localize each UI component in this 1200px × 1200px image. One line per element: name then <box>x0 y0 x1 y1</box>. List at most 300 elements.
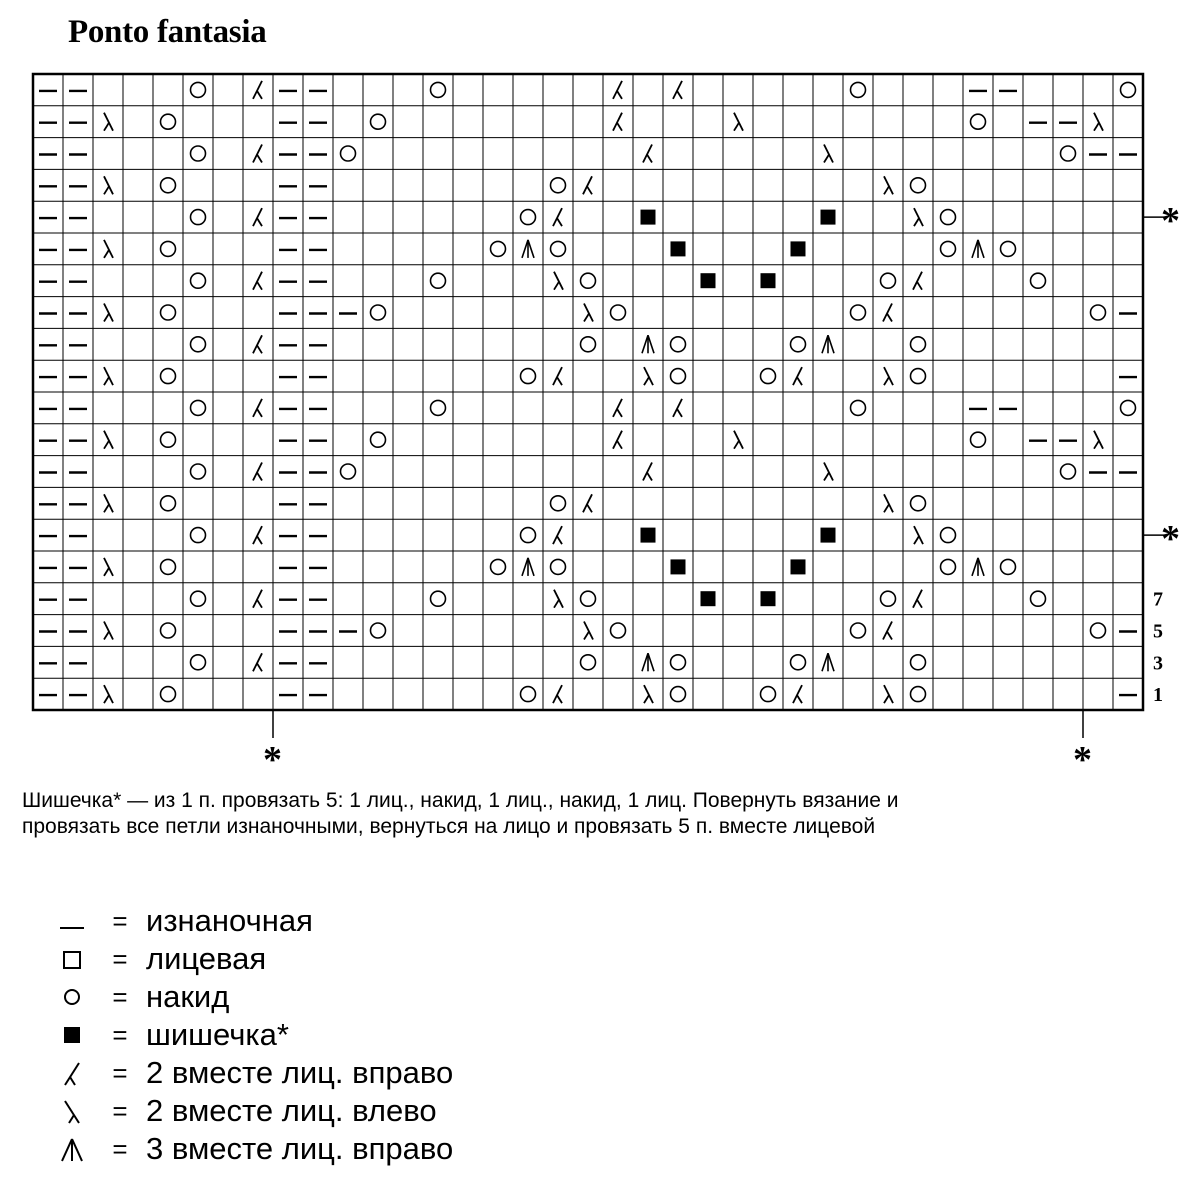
legend-equals: = <box>112 1095 128 1126</box>
chart-cell <box>161 305 176 320</box>
chart-cell <box>793 685 802 703</box>
chart-cell <box>191 82 206 97</box>
chart-cell <box>191 337 206 352</box>
yarn-over-mark <box>971 114 986 129</box>
chart-cell <box>191 273 206 288</box>
chart-cell <box>641 528 656 543</box>
chart-cell <box>761 273 776 288</box>
chart-cell <box>821 528 836 543</box>
chart-cell <box>161 559 176 574</box>
chart-cell <box>1091 305 1106 320</box>
k2tog-right-mark <box>557 536 562 544</box>
k2tog-left-mark <box>734 123 739 131</box>
chart-cell <box>613 113 622 131</box>
yarn-over-circle-icon <box>50 978 94 1016</box>
chart-cell <box>644 367 653 385</box>
legend-label: 3 вместе лиц. вправо <box>146 1131 454 1166</box>
chart-cell <box>161 432 176 447</box>
chart-cell <box>913 272 922 290</box>
chart-cell <box>941 559 956 574</box>
yarn-over-mark <box>191 82 206 97</box>
legend-equals: = <box>112 905 128 936</box>
legend-item-knit <box>50 940 453 978</box>
yarn-over-mark <box>191 273 206 288</box>
chart-cell <box>371 305 386 320</box>
chart-cell <box>371 432 386 447</box>
yarn-over-mark <box>431 591 446 606</box>
k2tog-right-mark <box>647 473 652 481</box>
k2tog-left-mark <box>104 377 109 385</box>
yarn-over-mark <box>191 591 206 606</box>
chart-cell <box>791 337 806 352</box>
k2tog-right-mark <box>587 186 592 194</box>
chart-cell <box>191 464 206 479</box>
chart-cell <box>371 623 386 638</box>
k2tog-left-mark <box>104 632 109 640</box>
k3tog-right-mark <box>828 335 834 353</box>
chart-cell <box>641 210 656 225</box>
yarn-over-mark <box>671 687 686 702</box>
chart-cell <box>884 494 893 512</box>
k2tog-left-mark <box>104 441 109 449</box>
chart-cell <box>911 178 926 193</box>
chart-cell <box>553 526 562 544</box>
chart-cell <box>341 464 356 479</box>
repeat-marker-asterisk: * <box>1161 200 1180 243</box>
chart-cell <box>613 431 622 449</box>
yarn-over-mark <box>551 241 566 256</box>
repeat-marker-asterisk: * <box>1073 739 1092 780</box>
k2tog-right-mark <box>797 377 802 385</box>
chart-cell <box>883 304 892 322</box>
chart-cell <box>671 337 686 352</box>
chart-cell <box>491 241 506 256</box>
chart-cell <box>761 369 776 384</box>
bobble-mark <box>761 273 776 288</box>
chart-cell <box>851 82 866 97</box>
chart-cell <box>553 208 562 226</box>
k2tog-left-mark <box>884 186 889 194</box>
row-number-label: 1 <box>1153 684 1163 707</box>
chart-cell <box>104 431 113 449</box>
yarn-over-mark <box>521 687 536 702</box>
chart-cell <box>161 623 176 638</box>
yarn-over-mark <box>191 464 206 479</box>
chart-cell <box>822 335 834 353</box>
bobble-mark <box>641 528 656 543</box>
yarn-over-mark <box>191 337 206 352</box>
chart-cell <box>104 113 113 131</box>
yarn-over-mark <box>371 432 386 447</box>
k2tog-left-mark <box>584 314 589 322</box>
yarn-over-mark <box>1001 559 1016 574</box>
yarn-over-mark <box>671 337 686 352</box>
chart-cell <box>883 622 892 640</box>
chart-cell <box>851 305 866 320</box>
bobble-square-icon <box>50 1016 94 1054</box>
chart-cell <box>1031 591 1046 606</box>
yarn-over-mark <box>341 464 356 479</box>
chart-cell <box>1061 146 1076 161</box>
repeat-marker-asterisk: * <box>263 739 282 780</box>
yarn-over-mark <box>491 559 506 574</box>
chart-cell <box>553 367 562 385</box>
yarn-over-mark <box>161 623 176 638</box>
chart-cell <box>914 526 923 544</box>
chart-cell <box>881 591 896 606</box>
chart-cell <box>554 272 563 290</box>
yarn-over-mark <box>611 305 626 320</box>
repeat-marker-asterisk: * <box>1161 518 1180 561</box>
k2tog-left-mark <box>734 441 739 449</box>
yarn-over-mark <box>581 273 596 288</box>
k3tog-right-mark <box>978 558 984 576</box>
chart-cell <box>583 494 592 512</box>
k2tog-left-mark <box>104 186 109 194</box>
chart-cell <box>191 210 206 225</box>
yarn-over-mark <box>161 305 176 320</box>
bobble-mark <box>791 559 806 574</box>
k2tog-left-mark <box>644 695 649 703</box>
knit-square-icon <box>50 940 94 978</box>
bobble-mark <box>821 528 836 543</box>
chart-cell <box>972 558 984 576</box>
k2tog-right-mark <box>257 345 262 353</box>
yarn-over-mark <box>371 623 386 638</box>
chart-cell <box>1031 273 1046 288</box>
bobble-mark <box>701 591 716 606</box>
yarn-over-mark <box>191 146 206 161</box>
chart-cell <box>1001 241 1016 256</box>
chart-cell <box>521 369 536 384</box>
yarn-over-mark <box>161 114 176 129</box>
yarn-over-mark <box>521 369 536 384</box>
chart-cell <box>884 176 893 194</box>
chart-cell <box>104 622 113 640</box>
chart-cell <box>791 655 806 670</box>
legend-item-k2tog-left <box>50 1092 453 1130</box>
yarn-over-mark <box>941 559 956 574</box>
yarn-over-mark <box>1121 400 1136 415</box>
k2tog-right-mark <box>257 409 262 417</box>
chart-cell <box>581 273 596 288</box>
chart-cell <box>583 176 592 194</box>
chart-cell <box>581 337 596 352</box>
chart-cell <box>521 210 536 225</box>
yarn-over-mark <box>521 528 536 543</box>
k2tog-left-mark <box>644 377 649 385</box>
bobble-mark <box>701 273 716 288</box>
k2tog-left-mark <box>584 632 589 640</box>
k2tog-left-mark <box>884 377 889 385</box>
yarn-over-mark <box>581 337 596 352</box>
yarn-over-mark <box>1091 305 1106 320</box>
k2tog-left-icon <box>50 1092 94 1130</box>
chart-cell <box>613 399 622 417</box>
k2tog-right-mark <box>557 695 562 703</box>
yarn-over-mark <box>761 369 776 384</box>
chart-cell <box>491 559 506 574</box>
chart-cell <box>972 240 984 258</box>
yarn-over-mark <box>911 496 926 511</box>
chart-cell <box>161 496 176 511</box>
chart-cell <box>551 559 566 574</box>
chart-cell <box>791 559 806 574</box>
k2tog-right-mark <box>617 409 622 417</box>
k3tog-right-mark <box>822 653 828 671</box>
k2tog-right-mark <box>257 155 262 163</box>
chart-cell <box>644 685 653 703</box>
chart-cell <box>253 399 262 417</box>
k3tog-right-mark <box>828 653 834 671</box>
k2tog-left-mark <box>1094 123 1099 131</box>
chart-cell <box>341 146 356 161</box>
chart-cell <box>253 335 262 353</box>
k3tog-right-mark <box>972 240 978 258</box>
yarn-over-mark <box>161 687 176 702</box>
bobble-mark <box>821 210 836 225</box>
bobble-note <box>22 788 1192 840</box>
yarn-over-mark <box>191 655 206 670</box>
yarn-over-mark <box>611 623 626 638</box>
k2tog-right-mark <box>557 377 562 385</box>
k2tog-right-mark <box>257 218 262 226</box>
chart-cell <box>761 591 776 606</box>
yarn-over-mark <box>671 655 686 670</box>
chart-cell <box>911 655 926 670</box>
chart-cell <box>613 81 622 99</box>
chart-cell <box>104 367 113 385</box>
yarn-over-mark <box>761 687 776 702</box>
k2tog-right-mark <box>257 473 262 481</box>
yarn-over-mark <box>911 337 926 352</box>
chart-cell <box>911 496 926 511</box>
yarn-over-mark <box>161 559 176 574</box>
chart-cell <box>431 591 446 606</box>
chart-cell <box>191 528 206 543</box>
k2tog-right-mark <box>557 218 562 226</box>
yarn-over-mark <box>551 178 566 193</box>
legend-label: лицевая <box>146 941 267 976</box>
chart-cell <box>671 687 686 702</box>
yarn-over-mark <box>911 178 926 193</box>
k2tog-right-mark <box>677 91 682 99</box>
legend <box>50 902 453 1168</box>
k2tog-left-mark <box>824 155 829 163</box>
yarn-over-mark <box>521 210 536 225</box>
chart-cell <box>161 241 176 256</box>
chart-cell <box>1094 431 1103 449</box>
chart-cell <box>1094 113 1103 131</box>
chart-cell <box>914 208 923 226</box>
bobble-mark <box>761 591 776 606</box>
chart-cell <box>431 273 446 288</box>
yarn-over-mark <box>431 273 446 288</box>
chart-cell <box>584 304 593 322</box>
chart-cell <box>734 431 743 449</box>
chart-cell <box>642 335 654 353</box>
legend-item-k2tog-right <box>50 1054 453 1092</box>
chart-cell <box>671 369 686 384</box>
legend-equals: = <box>112 1057 128 1088</box>
chart-cell <box>884 367 893 385</box>
chart-cell <box>161 178 176 193</box>
legend-item-k3tog-right <box>50 1130 453 1168</box>
k2tog-right-mark <box>797 695 802 703</box>
chart-cell <box>581 655 596 670</box>
k2tog-left-mark <box>554 282 559 290</box>
yarn-over-mark <box>341 146 356 161</box>
k3tog-right-mark <box>522 558 528 576</box>
chart-cell <box>913 590 922 608</box>
chart-cell <box>551 178 566 193</box>
yarn-over-mark <box>911 655 926 670</box>
k3tog-right-mark <box>528 558 534 576</box>
yarn-over-mark <box>581 655 596 670</box>
chart-cell <box>911 369 926 384</box>
chart-cell <box>521 528 536 543</box>
k2tog-right-mark <box>647 155 652 163</box>
k3tog-right-mark <box>648 335 654 353</box>
chart-cell <box>191 400 206 415</box>
chart-cell <box>551 496 566 511</box>
yarn-over-mark <box>941 210 956 225</box>
chart-cell <box>253 526 262 544</box>
k2tog-right-mark <box>617 91 622 99</box>
chart-cell <box>191 655 206 670</box>
yarn-over-mark <box>1121 82 1136 97</box>
k2tog-right-icon <box>50 1054 94 1092</box>
k2tog-left-mark <box>884 504 889 512</box>
chart-cell <box>104 685 113 703</box>
chart-cell <box>824 463 833 481</box>
k3tog-right-mark <box>528 240 534 258</box>
yarn-over-mark <box>941 241 956 256</box>
bobble-note-line-1: Шишечка* — из 1 п. провязать 5: 1 лиц., накид, 1 лиц., накид, 1 лиц. Повернуть вязание и <box>22 789 899 812</box>
k2tog-right-mark <box>617 123 622 131</box>
k2tog-left-mark <box>914 536 919 544</box>
chart-cell <box>371 114 386 129</box>
chart-cell <box>941 241 956 256</box>
k2tog-left-mark <box>104 314 109 322</box>
k2tog-right-mark <box>257 600 262 608</box>
bobble-note-line-2: провязать все петли изнаночными, вернуться на лицо и провязать 5 п. вместе лицевой <box>22 815 876 838</box>
chart-cell <box>671 241 686 256</box>
yarn-over-mark <box>1061 464 1076 479</box>
k2tog-left-mark <box>554 600 559 608</box>
yarn-over-mark <box>791 337 806 352</box>
k2tog-left-mark <box>884 695 889 703</box>
yarn-over-mark <box>851 400 866 415</box>
yarn-over-mark <box>911 687 926 702</box>
k2tog-right-mark <box>617 441 622 449</box>
yarn-over-mark <box>161 369 176 384</box>
k3tog-right-mark <box>642 653 648 671</box>
bobble-mark <box>671 241 686 256</box>
chart-cell <box>431 82 446 97</box>
chart-cell <box>1091 623 1106 638</box>
row-number-label: 7 <box>1153 588 1163 611</box>
legend-item-yarn-over <box>50 978 453 1016</box>
bobble-mark <box>791 241 806 256</box>
k2tog-left-mark <box>104 504 109 512</box>
k2tog-right-mark <box>677 409 682 417</box>
row-number-label: 5 <box>1153 620 1163 643</box>
yarn-over-mark <box>551 559 566 574</box>
yarn-over-mark <box>851 82 866 97</box>
bobble-mark <box>671 559 686 574</box>
chart-cell <box>104 176 113 194</box>
chart-cell <box>671 559 686 574</box>
chart-cell <box>671 655 686 670</box>
chart-cell <box>881 273 896 288</box>
chart-cell <box>253 463 262 481</box>
legend-label: изнаночная <box>146 903 313 938</box>
chart-cell <box>551 241 566 256</box>
yarn-over-mark <box>371 305 386 320</box>
chart-cell <box>941 528 956 543</box>
legend-equals: = <box>112 981 128 1012</box>
legend-equals: = <box>112 943 128 974</box>
chart-cell <box>253 590 262 608</box>
yarn-over-mark <box>851 623 866 638</box>
chart-cell <box>253 208 262 226</box>
k2tog-right-mark <box>917 600 922 608</box>
k3tog-right-mark <box>822 335 828 353</box>
bobble-mark <box>641 210 656 225</box>
legend-item-bobble <box>50 1016 453 1054</box>
k3tog-right-mark <box>648 653 654 671</box>
chart-cell <box>584 622 593 640</box>
chart-cell <box>104 558 113 576</box>
chart-cell <box>431 400 446 415</box>
chart-cell <box>611 305 626 320</box>
yarn-over-mark <box>851 305 866 320</box>
chart-cell <box>822 653 834 671</box>
k3tog-right-mark <box>972 558 978 576</box>
chart-grid <box>33 74 1143 710</box>
k2tog-right-mark <box>257 536 262 544</box>
chart-cell <box>554 590 563 608</box>
chart-cell <box>941 210 956 225</box>
chart-cell <box>642 653 654 671</box>
k2tog-left-mark <box>104 568 109 576</box>
yarn-over-mark <box>161 432 176 447</box>
legend-equals: = <box>112 1133 128 1164</box>
chart-cell <box>971 114 986 129</box>
chart-cell <box>761 687 776 702</box>
legend-label: 2 вместе лиц. вправо <box>146 1055 454 1090</box>
yarn-over-mark <box>551 496 566 511</box>
legend-equals: = <box>112 1019 128 1050</box>
chart-cell <box>643 463 652 481</box>
legend-item-purl <box>50 902 453 940</box>
k3tog-right-mark <box>642 335 648 353</box>
chart-cell <box>581 591 596 606</box>
chart-cell <box>911 687 926 702</box>
yarn-over-mark <box>431 82 446 97</box>
chart-cell <box>1061 464 1076 479</box>
chart-cell <box>673 81 682 99</box>
yarn-over-mark <box>881 591 896 606</box>
yarn-over-mark <box>191 210 206 225</box>
chart-cell <box>673 399 682 417</box>
yarn-over-mark <box>671 369 686 384</box>
chart-cell <box>1121 82 1136 97</box>
chart-cell <box>191 146 206 161</box>
chart-cell <box>851 400 866 415</box>
chart-cell <box>791 241 806 256</box>
